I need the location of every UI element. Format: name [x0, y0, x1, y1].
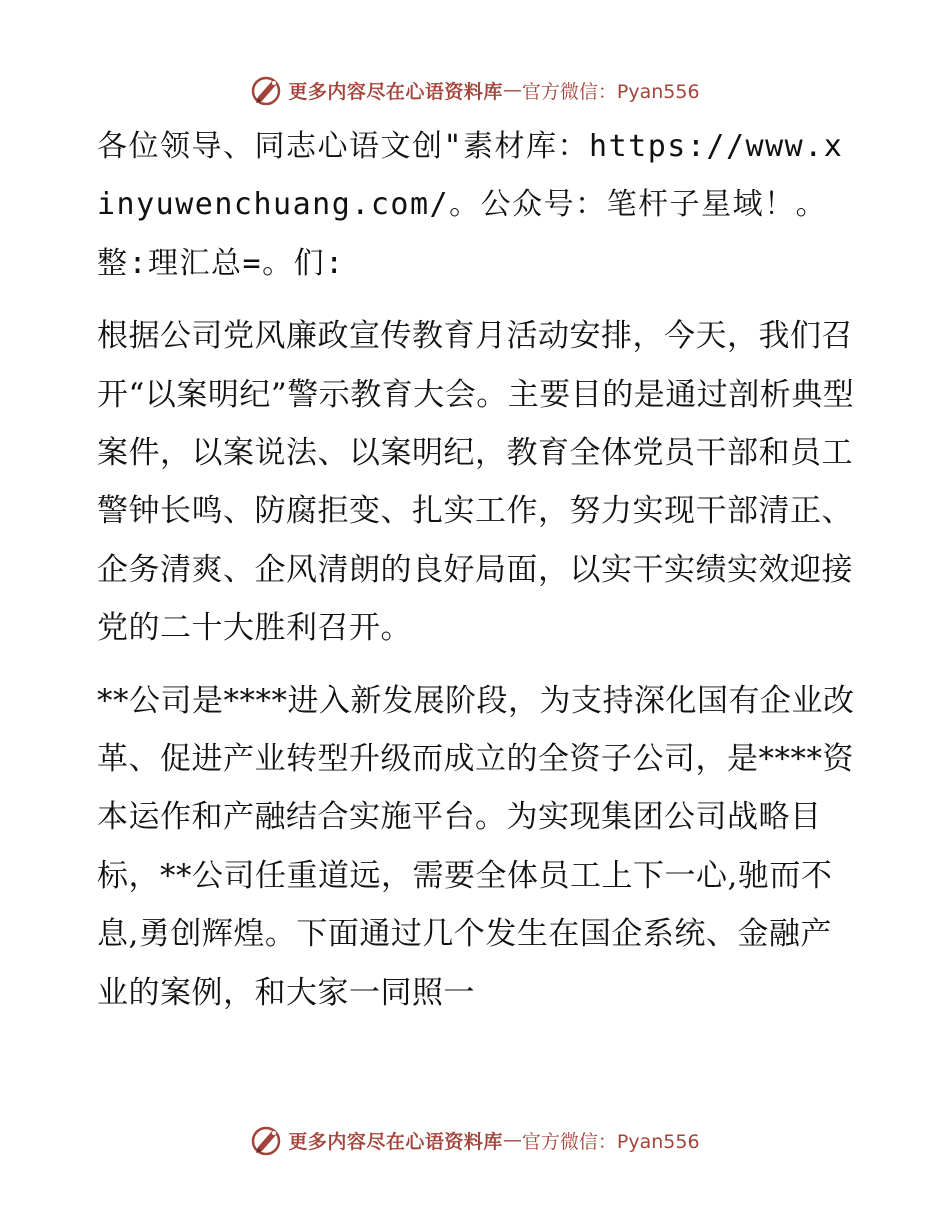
paragraph-greeting: 各位领导、同志心语文创"素材库：https://www.xinyuwenchuang.com/。公众号：笔杆子星域！。整:理汇总=。们: — [97, 129, 844, 281]
paragraph-purpose: 根据公司党风廉政宣传教育月活动安排，今天，我们召开“以案明纪”警示教育大会。主要目的是通过剖析典型案件，以案说法、以案明纪，教育全体党员干部和员工警钟长鸣、防腐拒变、扎实工作，努力实现干部清正、企务清爽、企风清朗的良好局面，以实干实绩实效迎接党的二十大胜利召开。 — [97, 318, 855, 647]
wechat-text: 官方微信：Pyan556 — [521, 80, 700, 103]
banner-separator: — — [502, 79, 522, 101]
paragraph-company: **公司是****进入新发展阶段，为支持深化国有企业改革、促进产业转型升级而成立的全资子公司，是****资本运作和产融结合实施平台。为实现集团公司战略目标，**公司任重道远，需要全体员工上下一心,驰而不息,勇创辉煌。下面通过几个发生在国企系统、金融产业的案例，和大家一同照一 — [97, 682, 855, 1011]
brand-text: 更多内容尽在心语资料库 — [288, 80, 503, 103]
header-banner — [0, 70, 950, 110]
banner-separator: — — [502, 1129, 522, 1151]
pen-logo-icon — [250, 73, 284, 107]
document-body — [97, 118, 857, 1022]
wechat-text: 官方微信：Pyan556 — [521, 1130, 700, 1153]
pen-logo-icon — [250, 1123, 284, 1157]
footer-banner — [0, 1120, 950, 1160]
brand-text: 更多内容尽在心语资料库 — [288, 1130, 503, 1153]
